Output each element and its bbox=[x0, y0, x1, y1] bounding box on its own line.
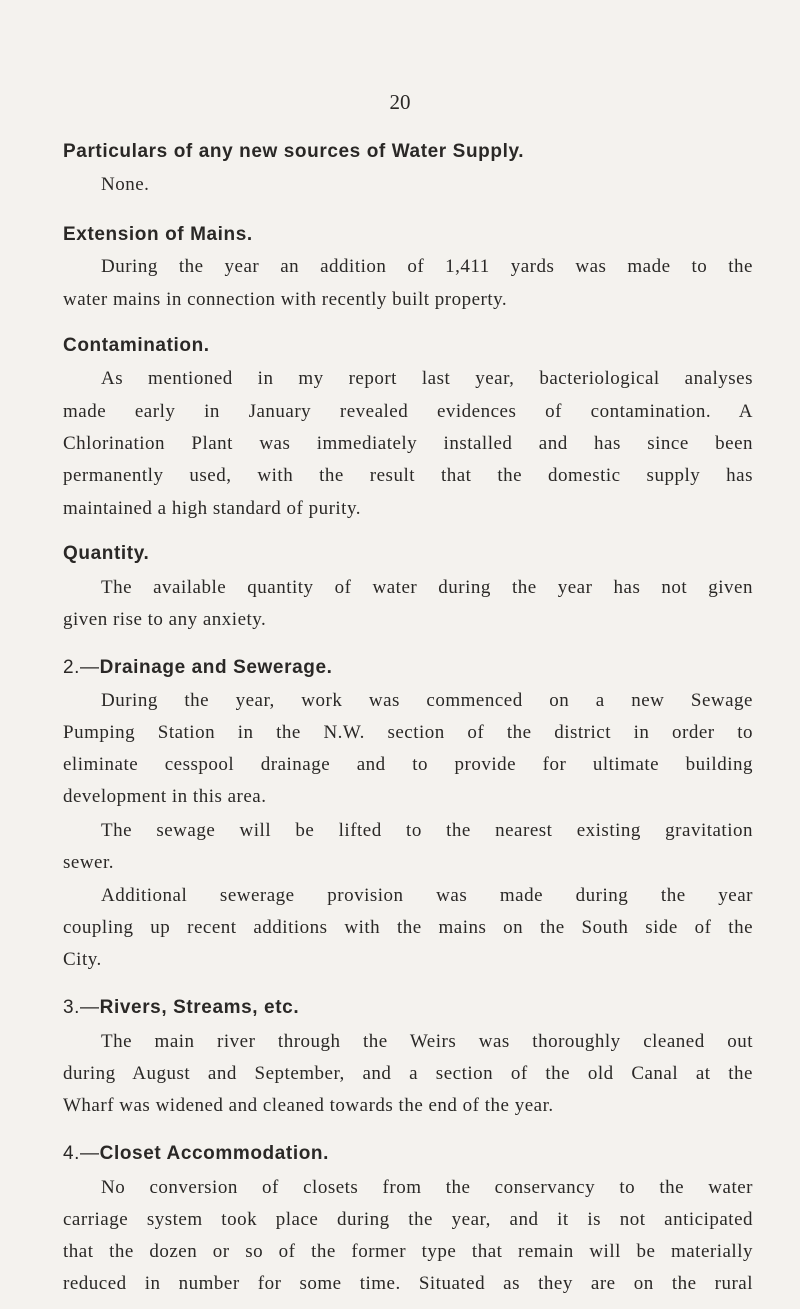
text-line: eliminate cesspool drainage and to provide for ultimate building bbox=[63, 754, 753, 775]
text-line: During the year, work was commenced on a new Sewage bbox=[101, 690, 753, 711]
text-line: sewer. bbox=[63, 852, 115, 873]
text-line: Pumping Station in the N.W. section of the district in order to bbox=[63, 722, 753, 743]
heading-new-sources: Particulars of any new sources of Water Supply. bbox=[63, 141, 525, 162]
section-number: 3.— bbox=[63, 997, 100, 1018]
section-number: 4.— bbox=[63, 1143, 100, 1164]
text-line: that the dozen or so of the former type that remain will be materially bbox=[63, 1241, 753, 1262]
section-title: Closet Accommodation. bbox=[99, 1143, 330, 1164]
text-line: coupling up recent additions with the mains on the South side of the bbox=[63, 917, 753, 938]
text-line: Wharf was widened and cleaned towards the end of the year. bbox=[63, 1095, 554, 1116]
text-line: development in this area. bbox=[63, 786, 267, 807]
text-line: water mains in connection with recently built property. bbox=[63, 289, 508, 310]
heading-extension-of-mains: Extension of Mains. bbox=[63, 224, 253, 245]
text-line: Chlorination Plant was immediately installed and has since been bbox=[63, 433, 753, 454]
text-line: carriage system took place during the year, and it is not anticipated bbox=[63, 1209, 753, 1230]
text-line: City. bbox=[63, 949, 102, 970]
text-line: None. bbox=[101, 174, 150, 195]
text-line: Additional sewerage provision was made during the year bbox=[101, 885, 753, 906]
page-number: 20 bbox=[389, 90, 411, 114]
text-line: reduced in number for some time. Situated as they are on the rural bbox=[63, 1273, 753, 1294]
text-line: given rise to any anxiety. bbox=[63, 609, 267, 630]
text-line: During the year an addition of 1,411 yards was made to the bbox=[101, 256, 753, 277]
text-line: during August and September, and a section of the old Canal at the bbox=[63, 1063, 753, 1084]
section-title: Rivers, Streams, etc. bbox=[99, 997, 300, 1018]
heading-drainage-and-sewerage bbox=[63, 657, 333, 679]
heading-rivers-streams bbox=[63, 997, 299, 1019]
heading-quantity: Quantity. bbox=[63, 543, 150, 564]
section-number: 2.— bbox=[63, 657, 100, 678]
text-line: As mentioned in my report last year, bacteriological analyses bbox=[101, 368, 753, 389]
text-line: The available quantity of water during the year has not given bbox=[101, 577, 753, 598]
text-line: maintained a high standard of purity. bbox=[63, 498, 361, 519]
text-line: The sewage will be lifted to the nearest existing gravitation bbox=[101, 820, 753, 841]
heading-closet-accommodation bbox=[63, 1143, 329, 1165]
text-line: permanently used, with the result that the domestic supply has bbox=[63, 465, 753, 486]
text-line: The main river through the Weirs was thoroughly cleaned out bbox=[101, 1031, 753, 1052]
section-title: Drainage and Sewerage. bbox=[99, 657, 333, 678]
text-line: No conversion of closets from the conservancy to the water bbox=[101, 1177, 753, 1198]
heading-contamination: Contamination. bbox=[63, 335, 210, 356]
text-line: made early in January revealed evidences of contamination. A bbox=[63, 401, 753, 422]
